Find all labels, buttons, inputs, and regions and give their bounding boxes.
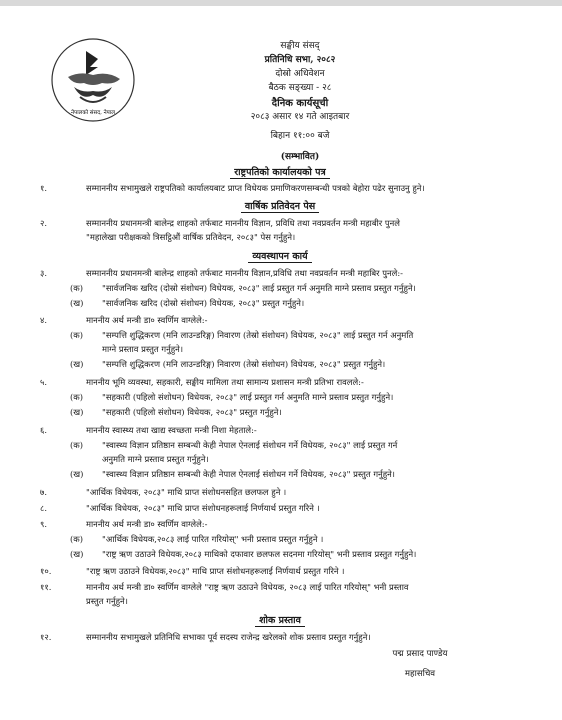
sub-item: माग्ने प्रस्ताव प्रस्तुत गर्नुहुने।	[102, 344, 183, 354]
header-date: २०८३ असार १४ गते आइतबार	[250, 112, 350, 122]
page-top-edge	[0, 0, 562, 6]
signatory-name: पद्म प्रसाद पाण्डेय	[392, 649, 448, 659]
sub-item: "राष्ट्र ऋण उठाउने विधेयक,२०८३ माथिको दफावार छलफल सदनमा गरियोस्" भनी प्रस्ताव प्रस्तुत गर्नुहुने।	[102, 549, 417, 559]
sub-item: "सार्वजनिक खरिद (दोस्रो संशोधन) विधेयक, २०८३" लाई प्रस्तुत गर्न अनुमति माग्ने प्रस्ताव प्रस्तुत गर्नुहुने।	[102, 283, 416, 293]
sub-item-marker: (ख)	[70, 407, 84, 417]
sub-item-marker: (ख)	[70, 359, 84, 369]
header-status: (सम्भावित)	[280, 152, 320, 162]
list-item: "महालेखा परीक्षकको त्रिसट्ठिऔं वार्षिक प्रतिवेदन, २०८३" पेस गर्नुहुने।	[86, 232, 296, 242]
list-item: सम्माननीय सभामुखले राष्ट्रपतिको कार्यालयबाट प्राप्त विधेयक प्रमाणिकरणसम्बन्धी पत्रको बेहोरा पढेर सुनाउनु हुने।	[86, 183, 425, 193]
signatory-title: महासचिव	[404, 669, 436, 679]
sub-item: "सम्पत्ति शुद्धिकरण (मनि लाउन्डरिङ्ग) निवारण (तेस्रो संशोधन) विधेयक, २०८३" प्रस्तुत गर्नुहुने।	[102, 359, 386, 369]
list-item: "राष्ट्र ऋण उठाउने विधेयक,२०८३" माथि प्राप्त संशोधनहरूलाई निर्णयार्थ प्रस्तुत गरिने ।	[86, 566, 345, 576]
header-time: बिहान ११:०० बजे	[270, 131, 330, 141]
sub-item-marker: (क)	[70, 534, 83, 544]
sub-item-marker: (क)	[70, 283, 83, 293]
item-number: ४.	[40, 315, 48, 325]
item-number: ८.	[40, 503, 48, 513]
sub-item-marker: (क)	[70, 440, 83, 450]
list-item: सम्माननीय प्रधानमन्त्री बालेन्द्र शाहको तर्फबाट माननीय विज्ञान,प्रविधि तथा नवप्रवर्तन मन्त्री महाबिर पुनले:-	[86, 268, 403, 278]
list-item: माननीय अर्थ मन्त्री डा० स्वर्णिम वाग्लेले:-	[86, 315, 208, 325]
item-number: १०.	[40, 566, 52, 576]
section-title-3: व्यवस्थापन कार्य	[150, 250, 410, 263]
list-item: माननीय भूमि व्यवस्था, सहकारी, सङ्घीय मामिला तथा सामान्य प्रशासन मन्त्री प्रतिभा रावलले:-	[86, 377, 364, 387]
header-line-4: बैठक सङ्ख्या - २८	[268, 83, 332, 93]
section-title-1: राष्ट्रपतिको कार्यालयको पत्र	[150, 166, 410, 179]
sub-item: "सहकारी (पहिलो संशोधन) विधेयक, २०८३" प्रस्तुत गर्नुहुने।	[102, 407, 282, 417]
sub-item-marker: (ख)	[70, 298, 84, 308]
sub-item-marker: (क)	[70, 392, 83, 402]
list-item: माननीय अर्थ मन्त्री डा० स्वर्णिम वाग्लेले "राष्ट्र ऋण उठाउने विधेयक, २०८३ लाई पारित गरियोस्" भनी प्रस्ताव	[86, 582, 409, 592]
sub-item: "आर्थिक विधेयक,२०८३ लाई पारित गरियोस्" भनी प्रस्ताव प्रस्तुत गर्नुहुने ।	[102, 534, 324, 544]
item-number: ११.	[40, 582, 52, 592]
item-number: १.	[40, 183, 48, 193]
sub-item: "स्वास्थ्य विज्ञान प्रतिष्ठान सम्बन्धी केही नेपाल ऐनलाई संशोधन गर्ने विधेयक, २०८३" प्रस्तुत गर्नुहुने।	[102, 469, 395, 479]
sub-item-marker: (ख)	[70, 549, 84, 559]
parliament-emblem-icon	[50, 37, 136, 123]
list-item: प्रस्तुत गर्नुहुने।	[86, 596, 128, 606]
list-item: "आर्थिक विधेयक, २०८३" माथि प्राप्त संशोधनसहित छलफल हुने ।	[86, 487, 287, 497]
sub-item: "सहकारी (पहिलो संशोधन) विधेयक, २०८३" लाई प्रस्तुत गर्न अनुमति माग्ने प्रस्ताव प्रस्तुत गर्नुहुने।	[102, 392, 394, 402]
item-number: ७.	[40, 487, 48, 497]
emblem-text: नेपालको संसद, नेपाल	[71, 110, 115, 116]
item-number: २.	[40, 218, 48, 228]
header-line-2: प्रतिनिधि सभा, २०८२	[264, 55, 336, 65]
item-number: ५.	[40, 377, 48, 387]
item-number: ३.	[40, 268, 48, 278]
sub-item: "सम्पत्ति शुद्धिकरण (मनि लाउन्डरिङ्ग) निवारण (तेस्रो संशोधन) विधेयक, २०८३" लाई प्रस्तुत गर्न अनुमति	[102, 330, 414, 340]
list-item: माननीय अर्थ मन्त्री डा० स्वर्णिम वाग्लेले:-	[86, 519, 208, 529]
sub-item: "सार्वजनिक खरिद (दोस्रो संशोधन) विधेयक, २०८३" प्रस्तुत गर्नुहुने।	[102, 298, 305, 308]
list-item: सम्माननीय सभामुखले प्रतिनिधि सभाका पूर्व सदस्य राजेन्द्र खरेलको शोक प्रस्ताव प्रस्तुत गर्नुहुने।	[86, 632, 371, 642]
item-number: ६.	[40, 425, 48, 435]
list-item: "आर्थिक विधेयक, २०८३" माथि प्राप्त संशोधनहरूलाई निर्णयार्थ प्रस्तुत गरिने ।	[86, 503, 320, 513]
section-title-4: शोक प्रस्ताव	[150, 614, 410, 627]
sub-item-marker: (ख)	[70, 469, 84, 479]
header-line-5: दैनिक कार्यसूची	[271, 98, 329, 109]
header-line-3: दोस्रो अधिवेशन	[275, 69, 325, 79]
header-line-1: सङ्घीय संसद्	[280, 41, 320, 51]
sub-item: अनुमति माग्ने प्रस्ताव प्रस्तुत गर्नुहुने।	[102, 454, 209, 464]
item-number: ९.	[40, 519, 48, 529]
sub-item-marker: (क)	[70, 330, 83, 340]
section-title-2: वार्षिक प्रतिवेदन पेस	[150, 200, 410, 213]
list-item: माननीय स्वास्थ्य तथा खाद्य स्वच्छता मन्त्री निशा मेहताले:-	[86, 425, 257, 435]
list-item: सम्माननीय प्रधानमन्त्री बालेन्द्र शाहको तर्फबाट माननीय विज्ञान, प्रविधि तथा नवप्रवर्तन मन्त्री महाबीर पुनले	[86, 218, 400, 228]
item-number: १२.	[40, 632, 52, 642]
sub-item: "स्वास्थ्य विज्ञान प्रतिष्ठान सम्बन्धी केही नेपाल ऐनलाई संशोधन गर्ने विधेयक, २०८३" लाई प्रस्तुत गर्न	[102, 440, 398, 450]
